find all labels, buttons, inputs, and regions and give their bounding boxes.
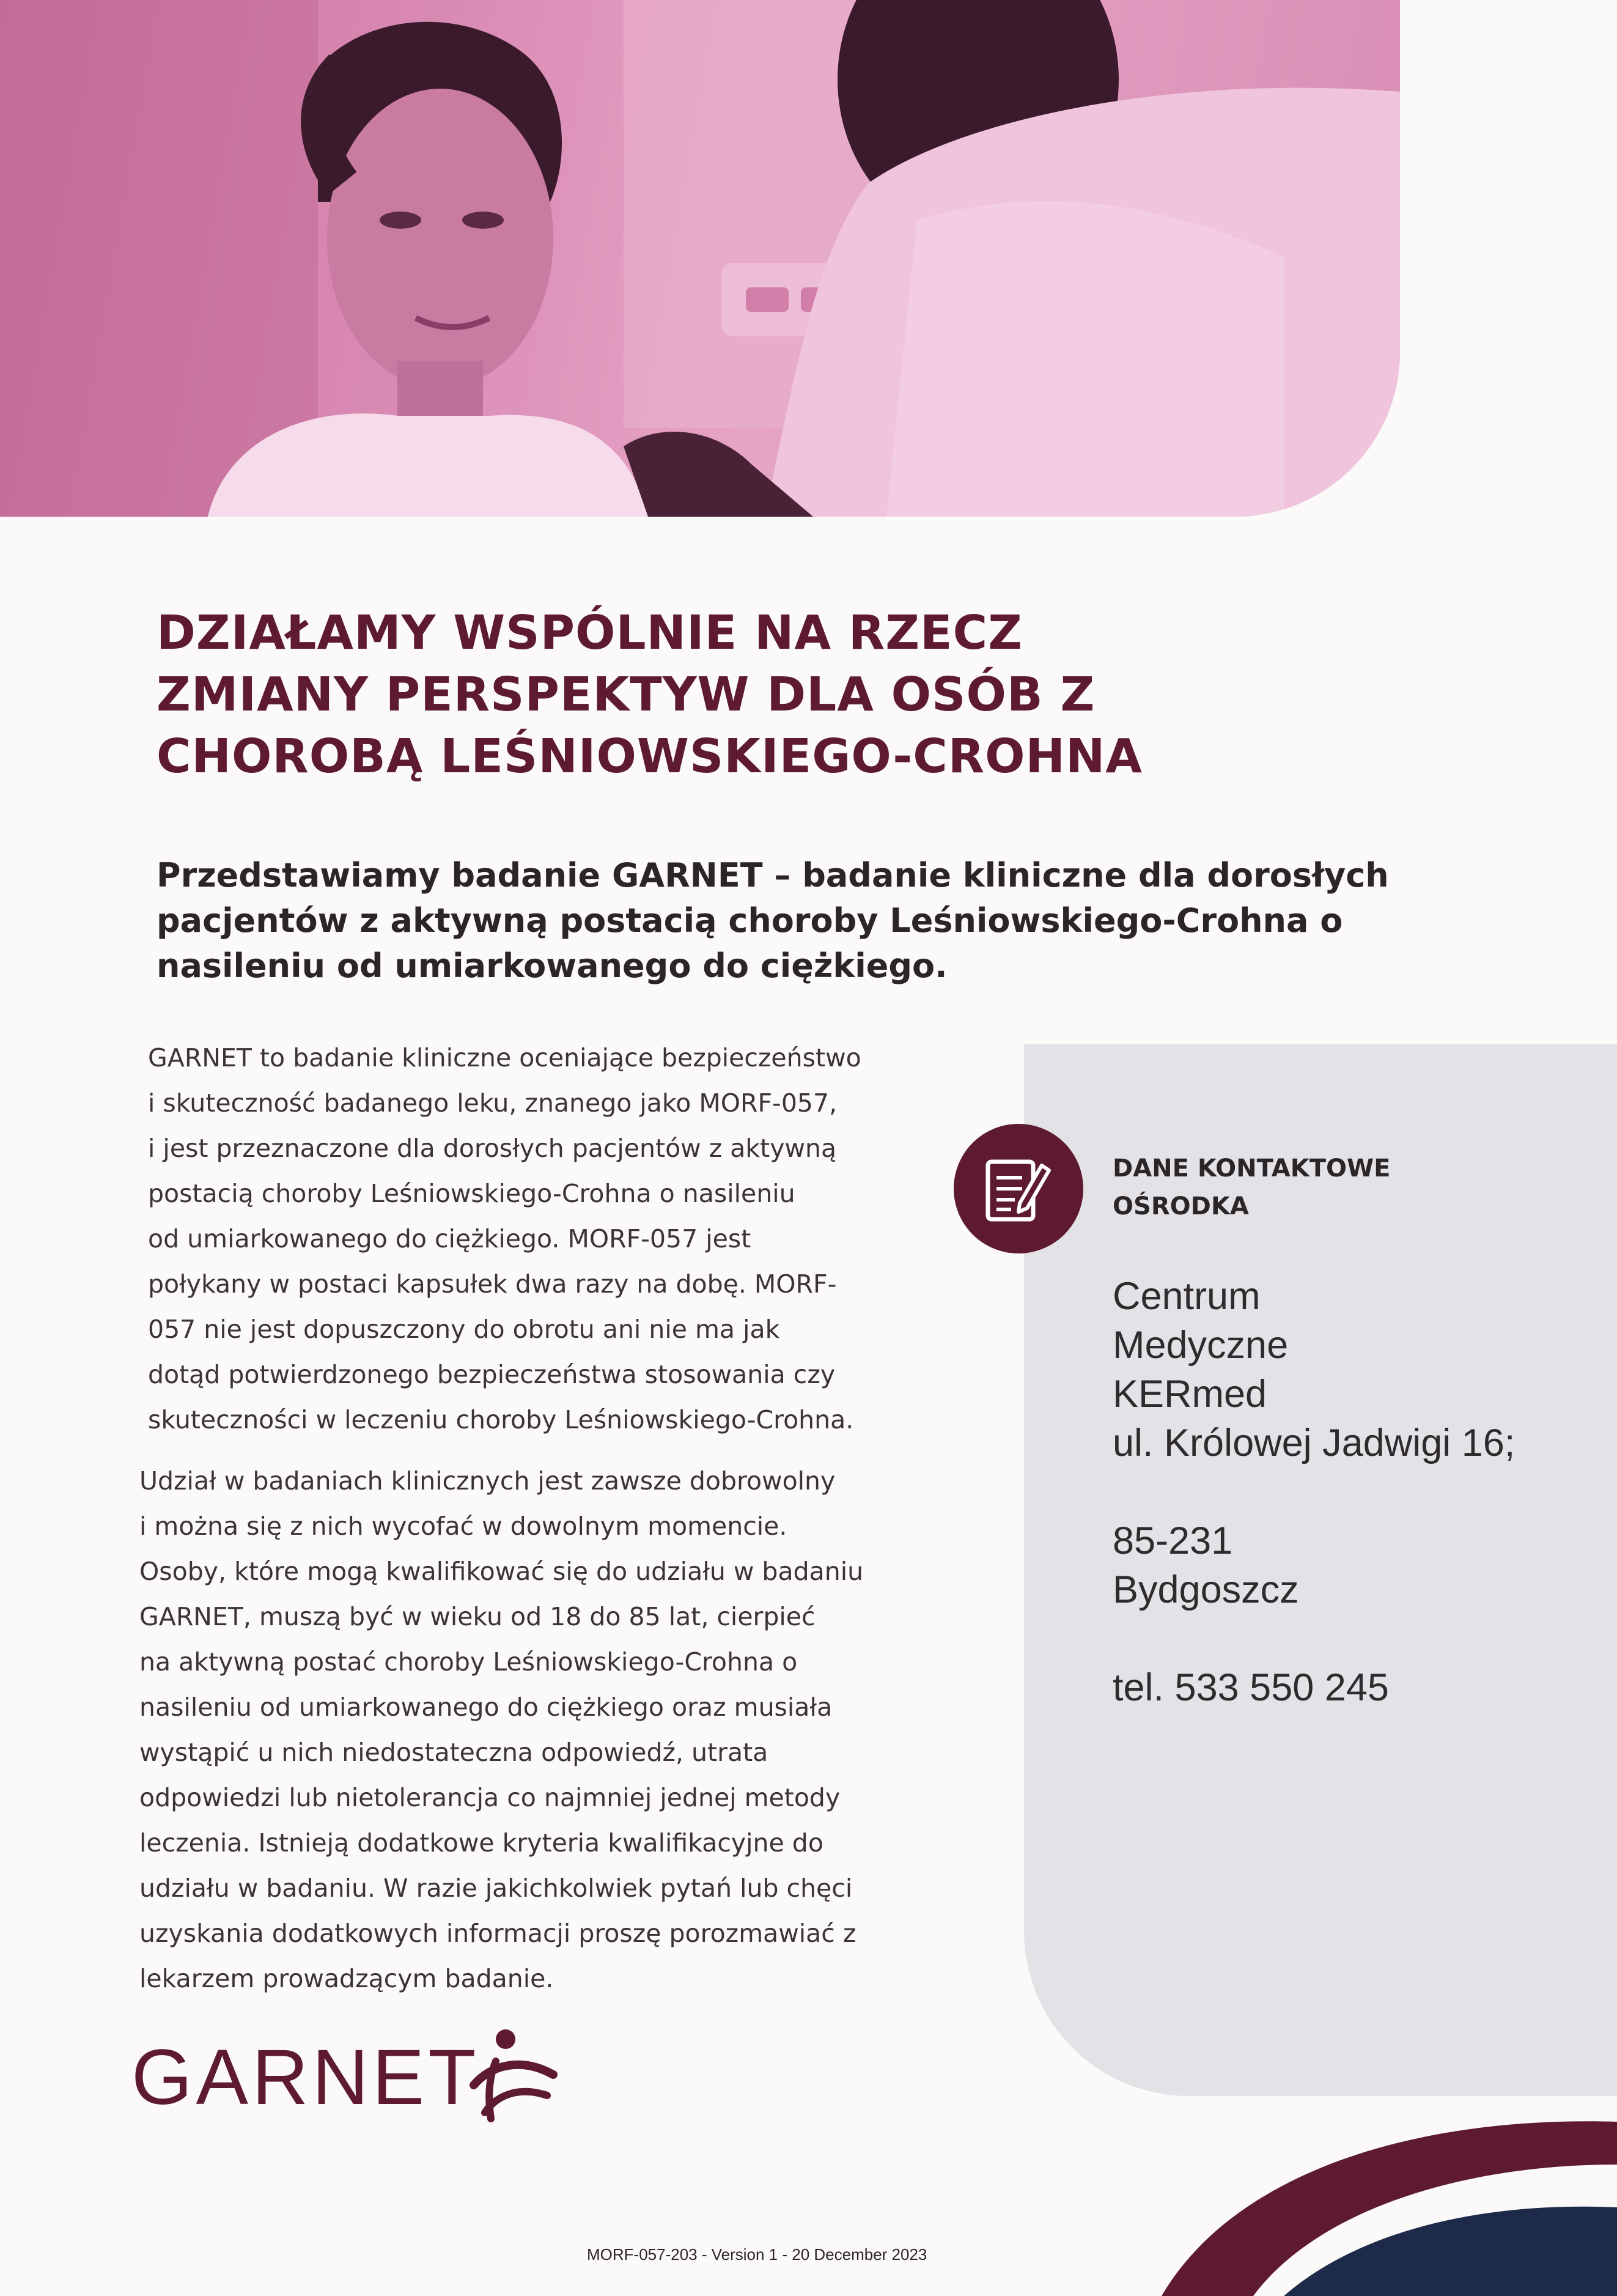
contact-city: Bydgoszcz [1113, 1568, 1299, 1611]
paragraph-line: wystąpić u nich niedostateczna odpowiedź, utrata [139, 1738, 768, 1767]
contact-phone[interactable]: tel. 533 550 245 [1113, 1666, 1389, 1709]
subheadline-line: nasileniu od umiarkowanego do ciężkiego. [157, 947, 948, 985]
runner-figure-icon [455, 2021, 565, 2137]
paragraph-line: leczenia. Istnieją dodatkowe kryteria kwalifikacyjne do [139, 1828, 823, 1858]
paragraph-line: Udział w badaniach klinicznych jest zawsze dobrowolny [139, 1466, 836, 1496]
paragraph-line: 057 nie jest dopuszczony do obrotu ani nie ma jak [148, 1315, 780, 1344]
headline [157, 602, 1367, 788]
paragraph-line: i skuteczność badanego leku, znanego jako MORF-057, [148, 1088, 838, 1118]
paragraph-line: Osoby, które mogą kwalifikować się do udziału w badaniu [139, 1557, 864, 1586]
paragraph-line: dotąd potwierdzonego bezpieczeństwa stosowania czy [148, 1360, 836, 1389]
paragraph-line: i można się z nich wycofać w dowolnym momencie. [139, 1512, 787, 1541]
contact-name-line: Centrum [1113, 1275, 1261, 1318]
study-description-paragraph [148, 1035, 1004, 1442]
contact-title-line: DANE KONTAKTOWE [1113, 1154, 1391, 1183]
subheadline [157, 853, 1416, 989]
paragraph-line: i jest przeznaczone dla dorosłych pacjentów z aktywną [148, 1134, 837, 1163]
contact-title [1113, 1150, 1390, 1225]
paragraph-line: GARNET to badanie kliniczne oceniające bezpieczeństwo [148, 1043, 861, 1072]
paragraph-line: połykany w postaci kapsułek dwa razy na dobę. MORF- [148, 1269, 837, 1299]
headline-line: ZMIANY PERSPEKTYW DLA OSÓB Z [157, 668, 1096, 722]
headline-line: DZIAŁAMY WSPÓLNIE NA RZECZ [157, 606, 1023, 660]
logo-text: GARNET [131, 2034, 480, 2121]
paragraph-line: skuteczności w leczeniu choroby Leśniowskiego-Crohna. [148, 1405, 854, 1434]
eligibility-paragraph [139, 1458, 995, 2001]
spacer [1113, 1614, 1515, 1663]
spacer [1113, 1467, 1515, 1516]
paragraph-line: odpowiedzi lub nietolerancja co najmniej jednej metody [139, 1783, 841, 1812]
document-edit-icon [954, 1124, 1083, 1253]
contact-street: ul. Królowej Jadwigi 16; [1113, 1422, 1516, 1464]
subheadline-line: Przedstawiamy badanie GARNET – badanie kliniczne dla dorosłych [157, 856, 1389, 895]
paragraph-line: od umiarkowanego do ciężkiego. MORF-057 jest [148, 1224, 751, 1253]
paragraph-line: lekarzem prowadzącym badanie. [139, 1964, 554, 1993]
contact-name-line: KERmed [1113, 1373, 1267, 1416]
garnet-logo [131, 2021, 572, 2143]
contact-name-line: Medyczne [1113, 1324, 1289, 1367]
corner-swoosh-graphic [1162, 2048, 1617, 2296]
contact-title-line: OŚRODKA [1113, 1192, 1249, 1220]
paragraph-line: nasileniu od umiarkowanego do ciężkiego oraz musiała [139, 1692, 833, 1722]
footer-version: MORF-057-203 - Version 1 - 20 December 2023 [587, 2245, 927, 2264]
subheadline-line: pacjentów z aktywną postacią choroby Leśniowskiego-Crohna o [157, 901, 1343, 940]
contact-details [1113, 1272, 1515, 1712]
paragraph-line: udziału w badaniu. W razie jakichkolwiek pytań lub chęci [139, 1873, 853, 1903]
headline-line: CHOROBĄ LEŚNIOWSKIEGO-CROHNA [157, 729, 1143, 784]
paragraph-line: uzyskania dodatkowych informacji proszę porozmawiać z [139, 1919, 856, 1948]
paragraph-line: postacią choroby Leśniowskiego-Crohna o nasileniu [148, 1179, 795, 1208]
contact-postal-code: 85-231 [1113, 1519, 1233, 1562]
paragraph-line: na aktywną postać choroby Leśniowskiego-Crohna o [139, 1647, 798, 1677]
hero-photo-illustration [0, 0, 1400, 517]
hero-photo [0, 0, 1400, 517]
paragraph-line: GARNET, muszą być w wieku od 18 do 85 lat, cierpieć [139, 1602, 816, 1631]
